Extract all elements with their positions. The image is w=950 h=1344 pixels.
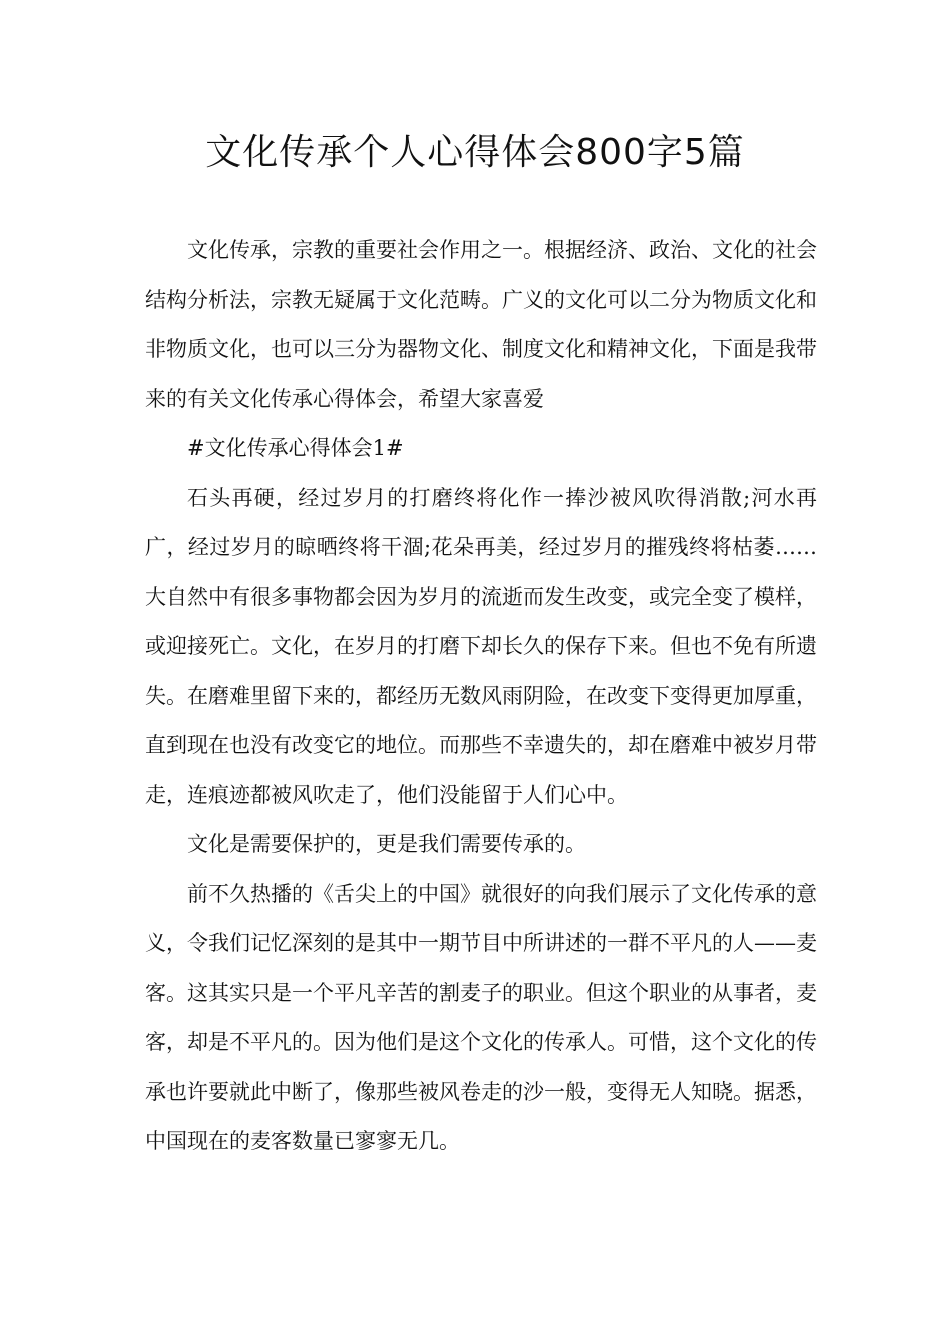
paragraph-intro: 文化传承，宗教的重要社会作用之一。根据经济、政治、文化的社会结构分析法，宗教无疑属于文化范畴。广义的文化可以二分为物质文化和非物质文化，也可以三分为器物文化、制度文化和精神文化，下面是我带来的有关文化传承心得体会，希望大家喜爱: [145, 238, 817, 411]
document-body: [145, 226, 817, 1167]
section-heading: #文化传承心得体会1#: [187, 436, 404, 460]
paragraph-body: 石头再硬，经过岁月的打磨终将化作一捧沙被风吹得消散;河水再广，经过岁月的晾晒终将干涸;花朵再美，经过岁月的摧残终将枯萎……大自然中有很多事物都会因为岁月的流逝而发生改变，或完全变了模样，或迎接死亡。文化，在岁月的打磨下却长久的保存下来。但也不免有所遗失。在磨难里留下来的，都经历无数风雨阴险，在改变下变得更加厚重，直到现在也没有改变它的地位。而那些不幸遗失的，却在磨难中被岁月带走，连痕迹都被风吹走了，他们没能留于人们心中。: [145, 485, 817, 807]
paragraph-body: 文化是需要保护的，更是我们需要传承的。: [187, 832, 586, 856]
paragraph-body: 前不久热播的《舌尖上的中国》就很好的向我们展示了文化传承的意义，令我们记忆深刻的是其中一期节目中所讲述的一群不平凡的人——麦客。这其实只是一个平凡辛苦的割麦子的职业。但这个职业的从事者，麦客，却是不平凡的。因为他们是这个文化的传承人。可惜，这个文化的传承也许要就此中断了，像那些被风卷走的沙一般，变得无人知晓。据悉，中国现在的麦客数量已寥寥无几。: [145, 881, 817, 1153]
document-title: 文化传承个人心得体会800字5篇: [205, 132, 745, 173]
